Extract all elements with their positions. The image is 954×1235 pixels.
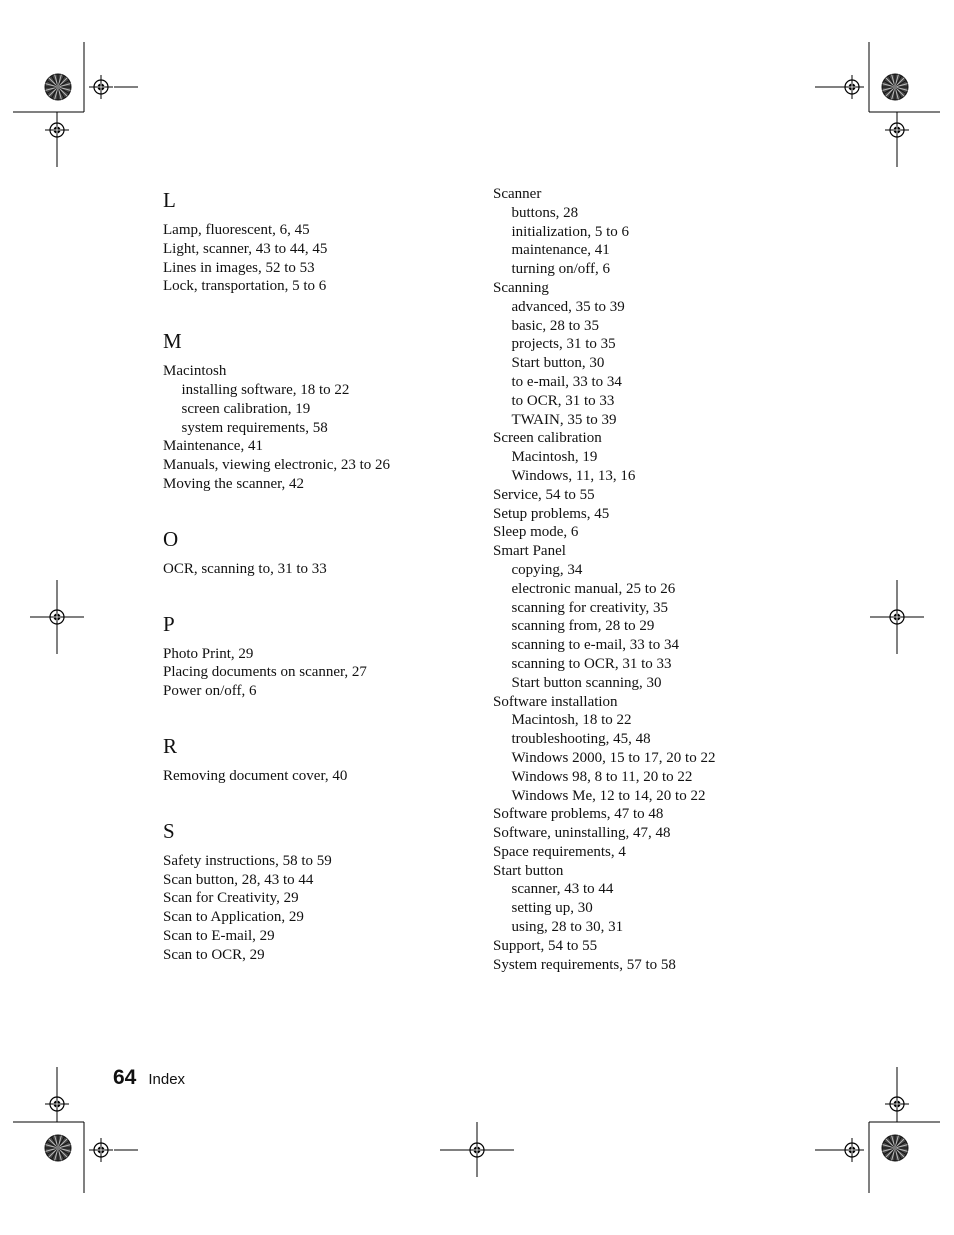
index-subentry: Windows 2000, 15 to 17, 20 to 22 [511,749,716,766]
index-entry: Scanner [493,186,542,202]
index-subentry: Macintosh, 19 [511,449,598,466]
index-subentry: to OCR, 31 to 33 [511,392,615,409]
index-entry: Support, 54 to 55 [493,937,598,954]
registration-crosshair [465,1138,489,1162]
section-letter: M [163,329,182,354]
index-entry: Macintosh [163,363,227,380]
index-subentry: scanning for creativity, 35 [511,599,668,616]
registration-crosshair [885,1092,909,1116]
page-section-title: Index [148,1071,186,1088]
section-letter: R [163,733,178,758]
index-subentry: scanning to OCR, 31 to 33 [511,655,672,672]
index-subentry: Start button scanning, 30 [511,674,662,691]
index-entry: Software problems, 47 to 48 [493,806,664,823]
registration-crosshair [45,605,69,629]
section-letter: L [163,188,176,212]
index-subentry: copying, 34 [511,561,583,578]
index-section-m [163,326,463,494]
registration-crosshair [45,1092,69,1116]
index-subentry: buttons, 28 [511,204,579,221]
index-entry: System requirements, 57 to 58 [493,956,676,973]
index-entry: Smart Panel [493,543,566,560]
index-section-s [163,816,463,965]
index-entry: Software installation [493,693,618,710]
registration-starburst [45,74,71,100]
index-entry: Safety instructions, 58 to 59 [163,852,332,869]
index-entry: Scan to Application, 29 [163,909,304,926]
index-subentry: advanced, 35 to 39 [511,298,625,315]
index-subentry: basic, 28 to 35 [511,317,599,334]
index-section-r [163,731,463,786]
index-subentry: scanning to e-mail, 33 to 34 [511,637,679,654]
index-entry: Start button [493,862,564,879]
index-subentry: Start button, 30 [511,355,605,372]
index-entry: Power on/off, 6 [163,683,257,700]
registration-starburst [882,1135,908,1161]
section-letter: O [163,526,179,551]
index-subentry: scanner, 43 to 44 [511,881,614,898]
index-entry: Scan to OCR, 29 [163,946,265,963]
index-left-column [163,185,463,965]
index-right-column [493,185,913,974]
index-subentry: to e-mail, 33 to 34 [511,373,622,390]
index-subentry: Windows 98, 8 to 11, 20 to 22 [511,768,693,785]
registration-crosshair [885,118,909,142]
section-letter: P [163,611,175,636]
index-entry: Manuals, viewing electronic, 23 to 26 [163,457,391,474]
index-section-p [163,609,463,701]
index-entry: Removing document cover, 40 [163,767,348,784]
index-subentry: installing software, 18 to 22 [181,381,350,398]
registration-starburst [882,74,908,100]
index-entry: Software, uninstalling, 47, 48 [493,825,671,842]
index-subentry: maintenance, 41 [511,242,610,259]
registration-crosshair [45,118,69,142]
index-subentry: using, 28 to 30, 31 [511,919,624,936]
index-subentry: Windows, 11, 13, 16 [511,467,636,484]
index-subentry: screen calibration, 19 [181,400,311,417]
index-entry: OCR, scanning to, 31 to 33 [163,560,327,577]
index-subentry: electronic manual, 25 to 26 [511,580,676,597]
registration-crosshair [89,75,113,99]
registration-crosshair [89,1138,113,1162]
index-entry: Scan for Creativity, 29 [163,890,299,907]
index-subentry: scanning from, 28 to 29 [511,618,655,635]
index-entry: Service, 54 to 55 [493,486,595,503]
index-entry: Moving the scanner, 42 [163,475,305,492]
index-entry: Scan to E-mail, 29 [163,927,275,944]
index-section-l [163,185,463,296]
page-footer [113,1066,185,1090]
registration-crosshair [840,75,864,99]
index-subentry: setting up, 30 [511,900,593,917]
index-entry: Lines in images, 52 to 53 [163,259,315,276]
index-entry: Sleep mode, 6 [493,524,579,541]
index-entry: Light, scanner, 43 to 44, 45 [163,240,328,257]
index-entry: Lock, transportation, 5 to 6 [163,278,327,295]
index-subentry: TWAIN, 35 to 39 [511,411,617,428]
index-entry: Placing documents on scanner, 27 [163,664,367,681]
page-number: 64 [113,1066,137,1089]
index-entry: Setup problems, 45 [493,505,610,522]
index-subentry: system requirements, 58 [181,419,328,436]
index-subentry: Windows Me, 12 to 14, 20 to 22 [511,787,706,804]
index-entry: Maintenance, 41 [163,438,263,455]
index-entry: Scan button, 28, 43 to 44 [163,871,314,888]
index-subentry: projects, 31 to 35 [511,336,616,353]
index-subentry: turning on/off, 6 [511,261,610,278]
index-entry: Screen calibration [493,430,602,447]
index-subentry: initialization, 5 to 6 [511,223,629,240]
index-subentry: Macintosh, 18 to 22 [511,712,632,729]
index-entry: Space requirements, 4 [493,843,626,860]
index-entry: Scanning [493,279,549,296]
registration-crosshair [840,1138,864,1162]
index-entry: Photo Print, 29 [163,645,254,662]
index-section-o [163,524,463,579]
index-subentry: troubleshooting, 45, 48 [511,731,651,748]
registration-starburst [45,1135,71,1161]
index-entry: Lamp, fluorescent, 6, 45 [163,222,310,238]
section-letter: S [163,818,175,843]
